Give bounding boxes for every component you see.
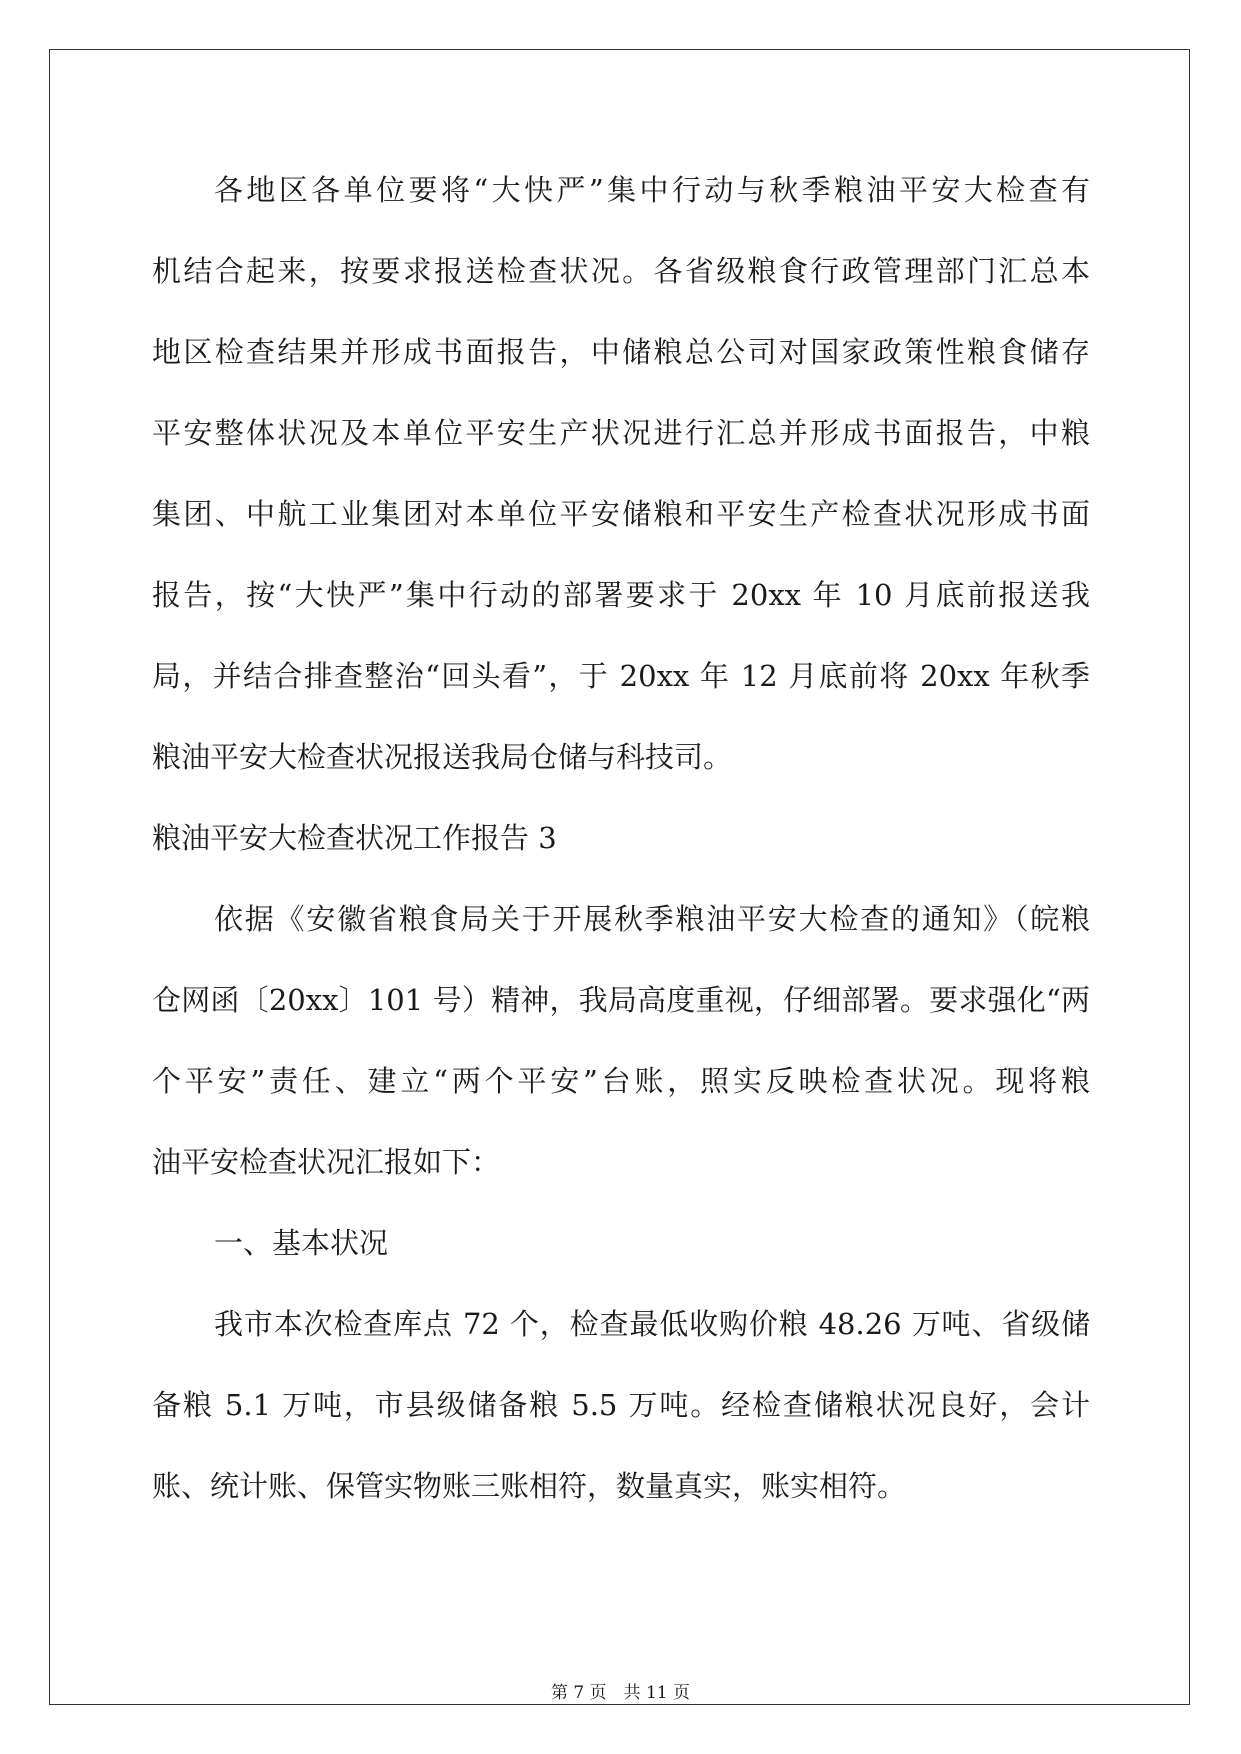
paragraph-line: 报告，按“大快严”集中行动的部署要求于 20xx 年 10 月底前报送我 [152,578,1090,612]
paragraph-line: 集团、中航工业集团对本单位平安储粮和平安生产检查状况形成书面 [152,497,1090,531]
paragraph-line: 各地区各单位要将“大快严”集中行动与秋季粮油平安大检查有 [214,173,1090,207]
paragraph-line: 依据《安徽省粮食局关于开展秋季粮油平安大检查的通知》（皖粮 [214,902,1090,936]
page-number-footer: 第 7 页 共 11 页 [550,1683,691,1703]
paragraph-line: 地区检查结果并形成书面报告，中储粮总公司对国家政策性粮食储存 [152,335,1090,369]
paragraph-line: 仓网函〔20xx〕101 号）精神，我局高度重视，仔细部署。要求强化“两 [152,983,1090,1017]
paragraph-line: 油平安检查状况汇报如下： [152,1145,501,1179]
subsection-heading: 一、基本状况 [214,1226,389,1260]
paragraph-line: 个平安”责任、建立“两个平安”台账，照实反映检查状况。现将粮 [152,1064,1090,1098]
paragraph-line: 备粮 5.1 万吨，市县级储备粮 5.5 万吨。经检查储粮状况良好，会计 [152,1388,1090,1422]
section-heading: 粮油平安大检查状况工作报告 3 [152,821,557,855]
paragraph-line: 账、统计账、保管实物账三账相符，数量真实，账实相符。 [152,1469,907,1503]
paragraph-line: 粮油平安大检查状况报送我局仓储与科技司。 [152,740,733,774]
paragraph-line: 局，并结合排查整治“回头看”，于 20xx 年 12 月底前将 20xx 年秋季 [152,659,1090,693]
paragraph-line: 我市本次检查库点 72 个，检查最低收购价粮 48.26 万吨、省级储 [214,1307,1090,1341]
document-body [152,150,1090,1527]
paragraph-line: 机结合起来，按要求报送检查状况。各省级粮食行政管理部门汇总本 [152,254,1090,288]
paragraph-line: 平安整体状况及本单位平安生产状况进行汇总并形成书面报告，中粮 [152,416,1090,450]
